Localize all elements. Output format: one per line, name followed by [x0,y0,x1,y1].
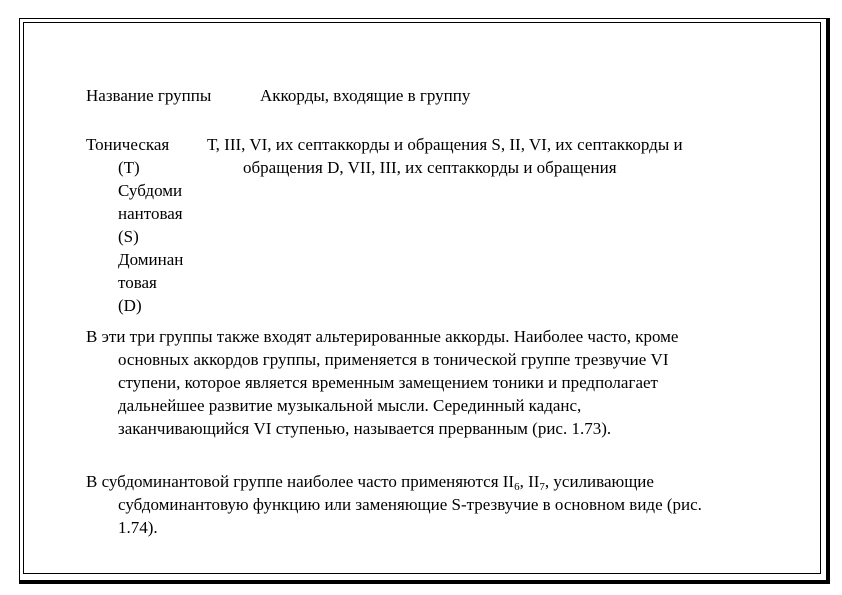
group-name-subdominant-1: Субдоми [118,181,183,200]
group-name-tonic-abbr: (Т) [118,158,140,177]
header-chords: Аккорды, входящие в группу [260,86,471,105]
paragraph2-separator: , II [519,472,540,491]
subscript-7: 7 [539,481,545,493]
paragraph1-line: основных аккордов группы, применяется в тонической группе трезвучие VI [118,350,669,369]
group-name-subdominant-2: нантовая [118,204,183,223]
paragraph1-line: заканчивающийся VI ступенью, называется прерванным (рис. 1.73). [118,419,612,438]
paragraph1-line: дальнейшее развитие музыкальной мысли. Серединный каданс, [118,396,582,415]
group-name-dominant-2: товая [118,273,157,292]
header-group-name: Название группы [86,86,212,105]
paragraph2-line3: 1.74). [118,518,158,537]
paragraph2-line1-start: В субдоминантовой группе наиболее часто применяются II [86,472,515,491]
group-name-tonic: Тоническая [86,135,170,154]
paragraph-altered-chords [86,325,806,440]
group-name-dominant-abbr: (D) [118,296,142,315]
subscript-6: 6 [514,481,520,493]
group-name-subdominant-abbr: (S) [118,227,139,246]
paragraph1-line: ступени, которое является временным замещением тоники и предполагает [118,373,658,392]
chords-line-1: Т, III, VI, их септаккорды и обращения S, II, VI, их септаккорды и [207,135,683,154]
paragraph-subdominant-group [86,470,806,539]
paragraph2-line2: субдоминантовую функцию или заменяющие S-трезвучие в основном виде (рис. [118,495,702,514]
group-name-dominant-1: Доминан [118,250,184,269]
chords-line-2: обращения D, VII, III, их септаккорды и обращения [243,158,617,177]
paragraph1-line: В эти три группы также входят альтерированные аккорды. Наиболее часто, кроме [86,327,679,346]
paragraph2-line1-end: , усиливающие [544,472,654,491]
paragraph2-line1 [86,472,654,491]
